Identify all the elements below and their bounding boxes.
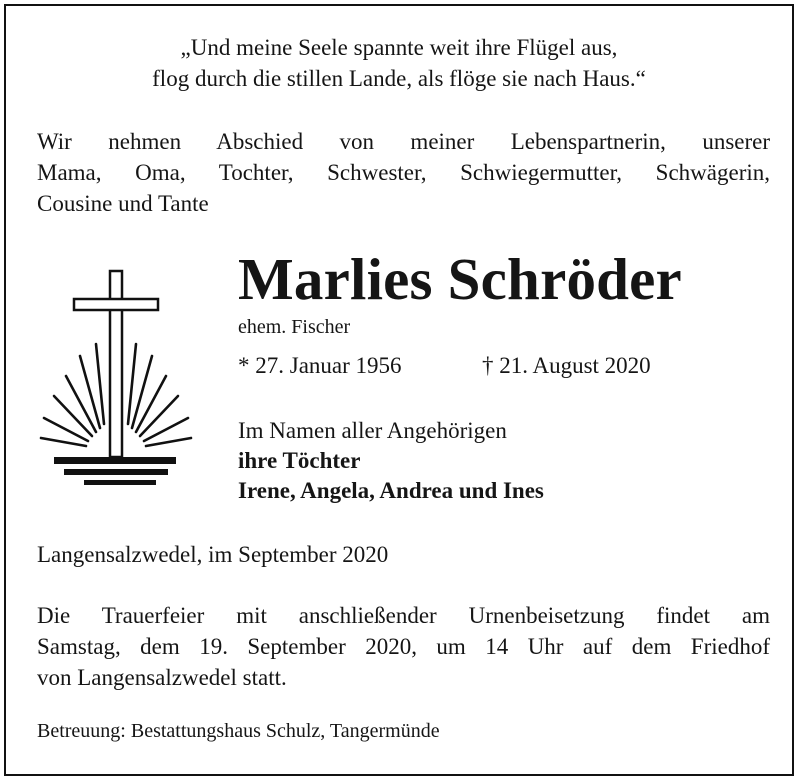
farewell-line: Mama, Oma, Tochter, Schwester, Schwiegermutter, Schwägerin,	[37, 160, 770, 185]
funeral-service-text	[37, 600, 770, 693]
place-and-date: Langensalzwedel, im September 2020	[37, 542, 389, 567]
quote-line: „Und meine Seele spannte weit ihre Flügel aus,	[180, 35, 618, 60]
life-dates	[238, 351, 651, 381]
mourners-names: Irene, Angela, Andrea und Ines	[238, 478, 544, 503]
mourners-relation: ihre Töchter	[238, 448, 361, 473]
service-line: Die Trauerfeier mit anschließender Urnenbeisetzung findet am	[37, 603, 770, 628]
mourners	[238, 416, 544, 506]
service-line: von Langensalzwedel statt.	[37, 665, 287, 690]
deceased-name: Marlies Schröder	[238, 246, 682, 312]
cross-with-rays-icon	[36, 266, 196, 496]
death-date: † 21. August 2020	[482, 353, 651, 378]
quote-line: flog durch die stillen Lande, als flöge sie nach Haus.“	[152, 66, 646, 91]
obituary-notice	[4, 4, 794, 776]
birth-name: ehem. Fischer	[238, 316, 351, 338]
mourners-intro: Im Namen aller Angehörigen	[238, 418, 507, 443]
birth-date: * 27. Januar 1956	[238, 353, 402, 378]
service-line: Samstag, dem 19. September 2020, um 14 Uhr auf dem Friedhof	[37, 634, 770, 659]
opening-quote	[6, 32, 792, 94]
farewell-line: Wir nehmen Abschied von meiner Lebenspartnerin, unserer	[37, 129, 770, 154]
farewell-line: Cousine und Tante	[37, 191, 209, 216]
farewell-text	[37, 126, 770, 219]
undertaker-credit: Betreuung: Bestattungshaus Schulz, Tangermünde	[37, 720, 440, 742]
